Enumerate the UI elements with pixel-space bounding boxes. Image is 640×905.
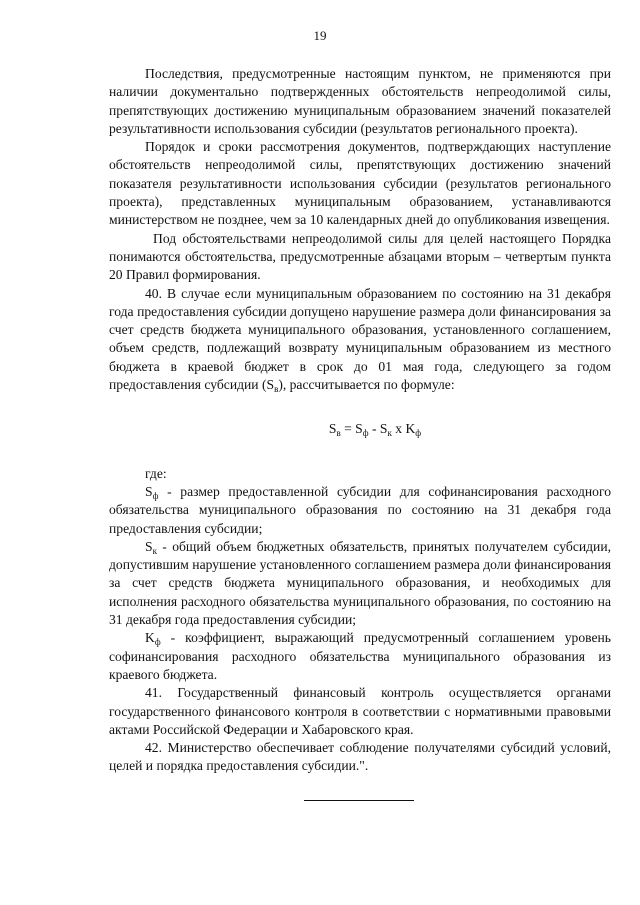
formula-s: S [328,421,337,437]
definition-kf-symbol: K [145,630,155,646]
paragraph-41: 41. Государственный финансовый контроль осуществляется органами государственного финансового контроля в соответствии с нормативными правовыми актами Российской Федерации и Хабаровского края. [109,685,611,737]
formula-eq: = S [340,421,363,437]
formula-sub-f: ф [362,428,369,439]
definition-sk-text: - общий объем бюджетных обязательств, принятых получателем субсидии, допустившим нарушение установленного соглашением размера доли финансирования за счет средств бюджета муниципального образования, и необходимых для исполнения расходного обязательства муниципального образования, по состоянию на 31 декабря года предоставления субсидии; [109,538,611,628]
definition-sk-subscript: к [152,545,157,556]
paragraph-42: 42. Министерство обеспечивает соблюдение получателями субсидий условий, целей и порядка предоставления субсидии.". [109,740,611,774]
formula-sub-v: в [336,428,341,439]
end-separator-line [304,800,414,801]
paragraph-force-majeure-exception: Последствия, предусмотренные настоящим пунктом, не применяются при наличии документально подтвержденных обстоятельств непреодолимой силы, препятствующих достижению муниципальным образованием значений показателей результативности использования субсидии (результатов регионального проекта). [109,66,611,136]
paragraph-40-end: ), рассчитывается по формуле: [278,377,455,393]
definition-sk-symbol: S [145,538,153,554]
definition-kf-subscript: ф [154,637,161,648]
formula-sub-k: к [387,428,392,439]
formula-sub-f2: ф [415,428,422,439]
paragraph-review-procedure: Порядок и сроки рассмотрения документов, подтверждающих наступление обстоятельств непреодолимой силы, препятствующих достижению значений показателя результативности использования субсидии (результатов регионального проекта), представленных муниципальным образованием, устанавливаются министерством не позднее, чем за 10 календарных дней до опубликования извещения. [109,139,611,228]
where-label: где: [145,465,167,481]
definition-sf-symbol: S [145,483,153,499]
refund-formula [109,420,611,438]
paragraph-force-majeure-definition: Под обстоятельствами непреодолимой силы для целей настоящего Порядка понимаются обстоятельства, предусмотренные абзацами вторым – четвертым пункта 20 Правил формирования. [109,230,611,283]
definition-kf-text: - коэффициент, выражающий предусмотренный соглашением уровень софинансирования расходного обязательства муниципального образования из краевого бюджета. [109,630,611,682]
definition-kf [109,629,611,684]
formula-times: x K [391,421,416,437]
document-body [109,65,611,776]
definition-sf-text: - размер предоставленной субсидии для софинансирования расходного обязательства муниципального образования по состоянию на 31 декабря года предоставления субсидии; [109,483,611,536]
paragraph-40-text: 40. В случае если муниципальным образованием по состоянию на 31 декабря года предоставления субсидии допущено нарушение размера доли финансирования за счет средств бюджета муниципального образования, установленного соглашением, объем средств, подлежащий возврату муниципальным образованием из местного бюджета в краевой бюджет в срок до 01 мая года, следующего за годом предоставления субсидии (S [109,285,611,393]
definition-sk [109,538,611,629]
definition-sf-subscript: ф [152,490,159,501]
paragraph-40-subscript: в [274,384,279,395]
paragraph-40 [109,285,611,395]
page-number: 19 [313,28,327,43]
definition-sf [109,483,611,538]
formula-minus: - S [368,421,388,437]
